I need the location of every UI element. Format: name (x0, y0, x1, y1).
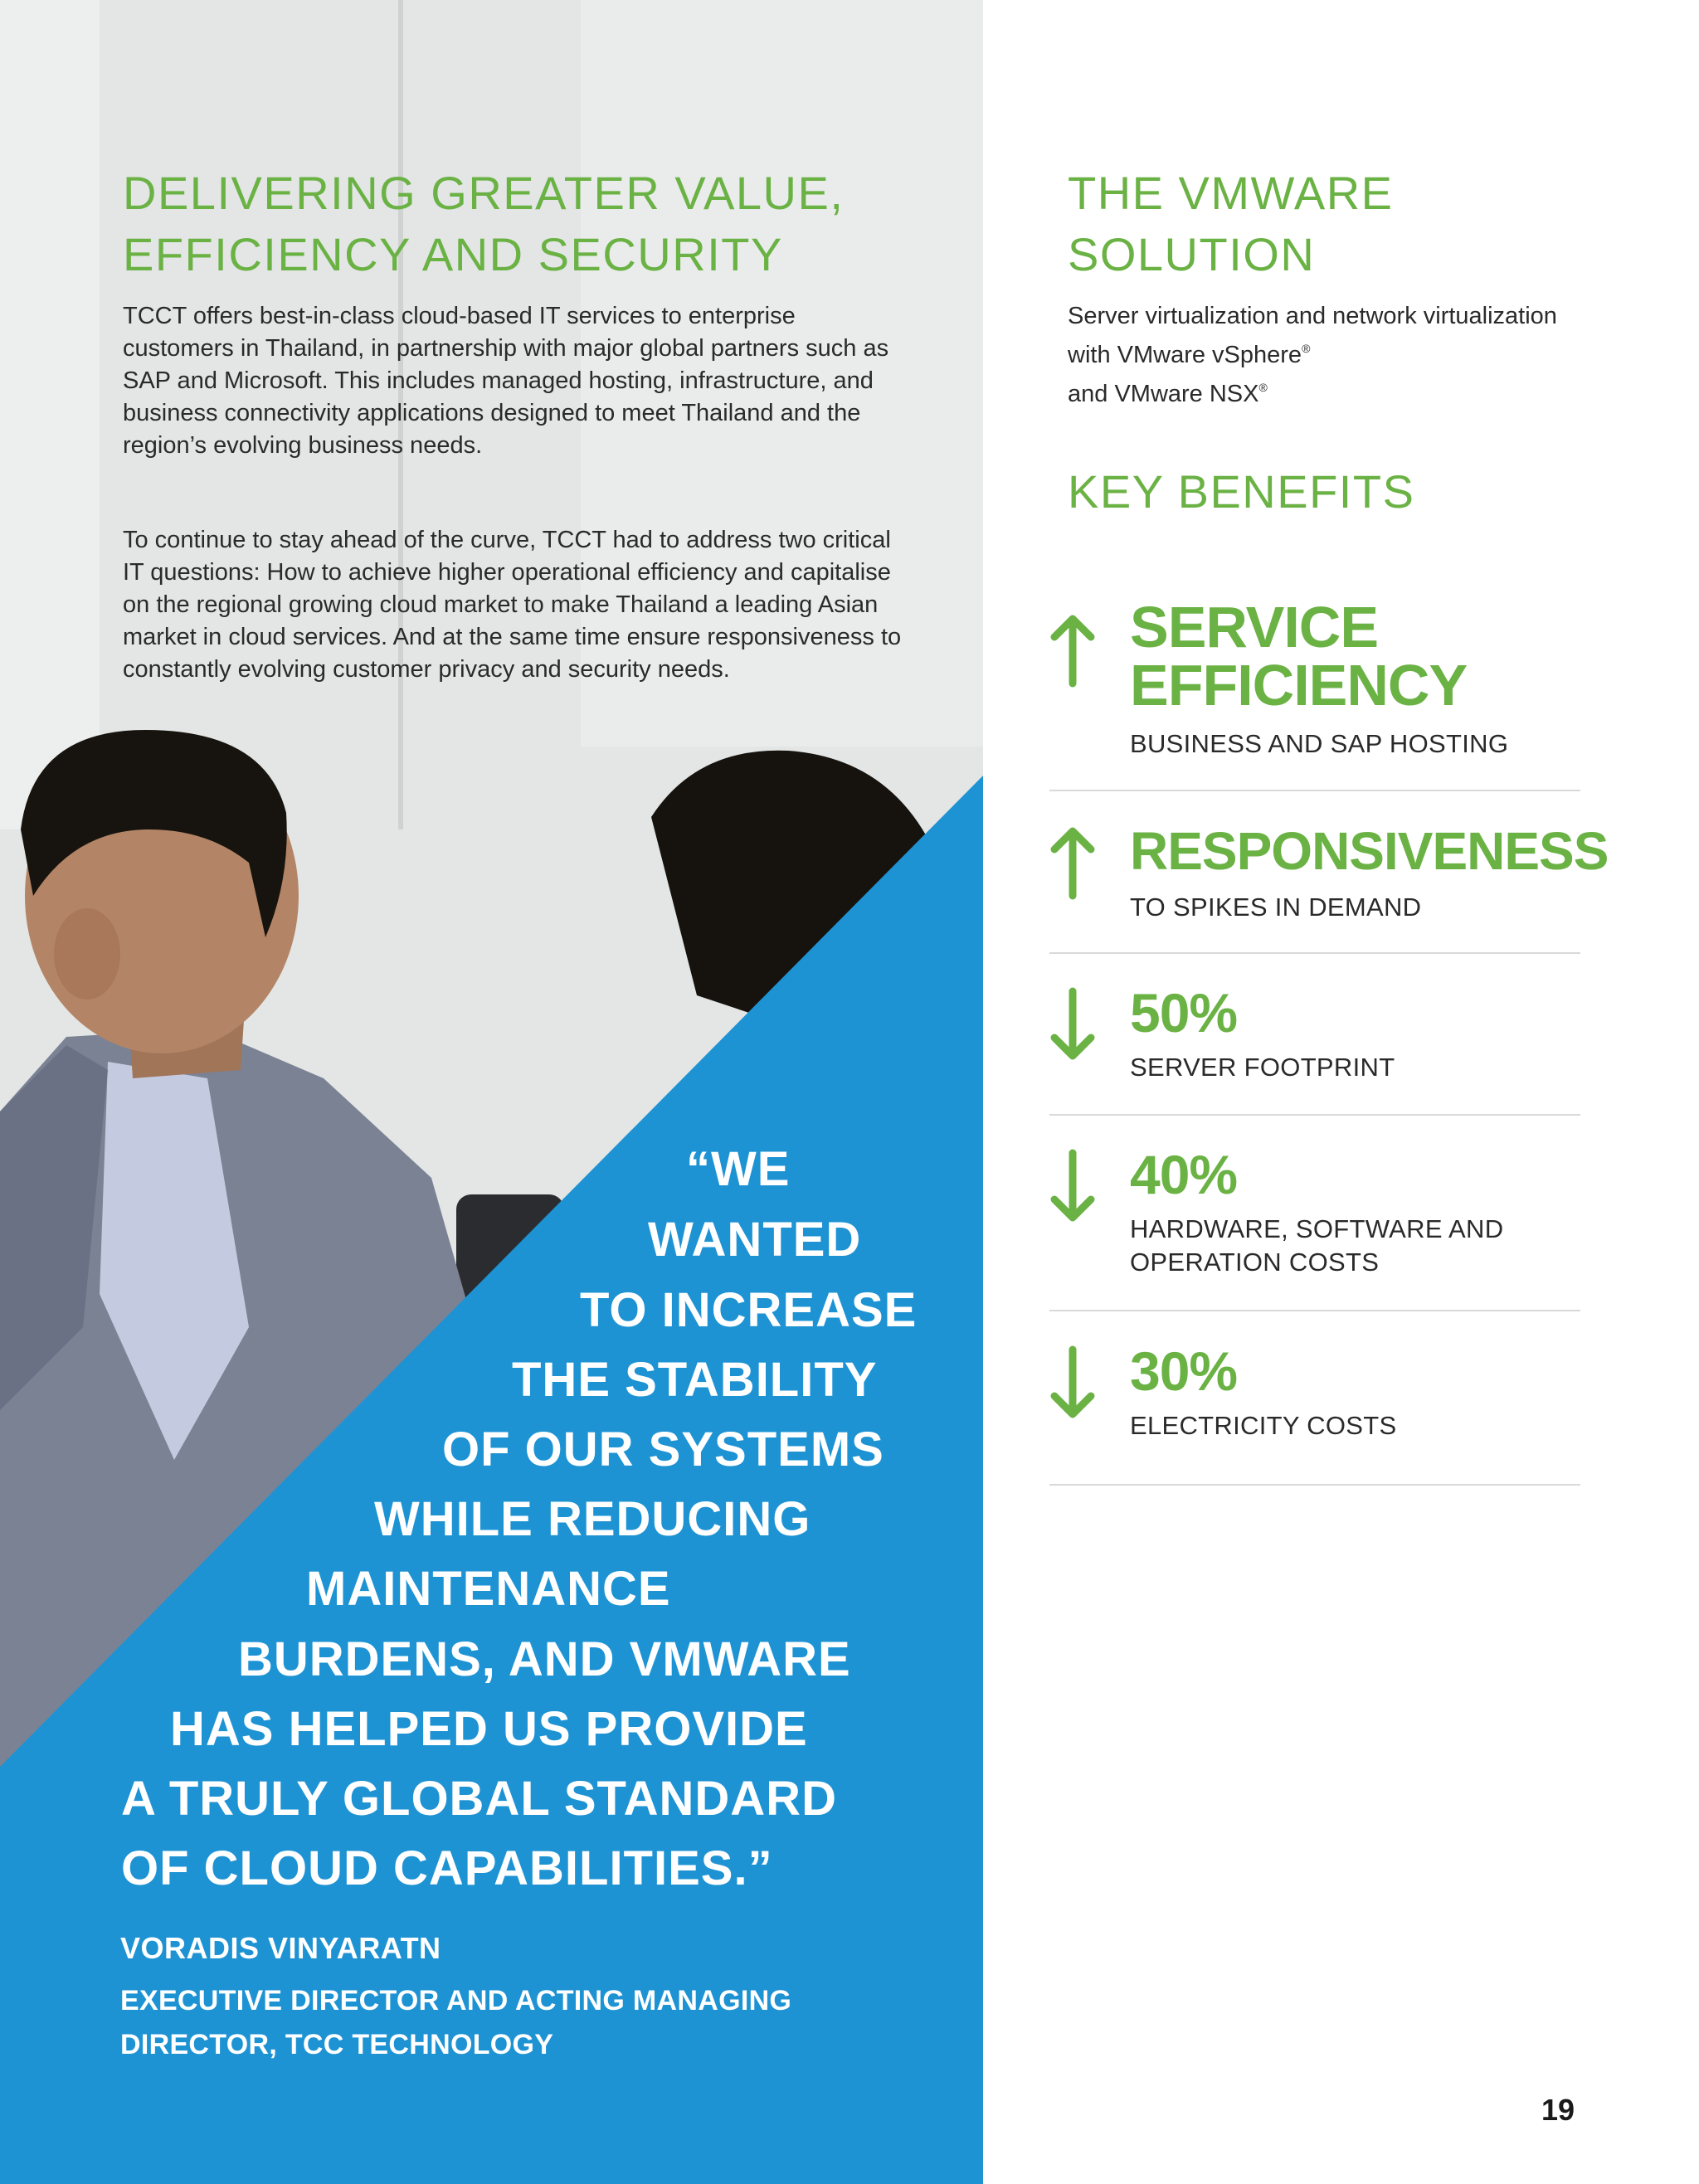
arrow-up-icon (1049, 826, 1096, 901)
page-number: 19 (1541, 2093, 1575, 2127)
benefit-subtitle: BUSINESS AND SAP HOSTING (1130, 729, 1509, 758)
heading-line: THE VMWARE (1068, 167, 1394, 219)
benefit-subtitle: ELECTRICITY COSTS (1130, 1411, 1397, 1440)
benefit-subtitle: TO SPIKES IN DEMAND (1130, 893, 1422, 922)
benefit-subtitle: HARDWARE, SOFTWARE AND (1130, 1214, 1504, 1243)
quote-line: A TRULY GLOBAL STANDARD (121, 1772, 837, 1826)
solution-text: and VMware NSX (1068, 381, 1259, 407)
intro-paragraph: TCCT offers best-in-class cloud-based IT services to enterprise customers in Thailand, in partnership with major global partners such as SAP and Microsoft. This includes managed hosting, infrastructure, and business connectivity applications designed to meet Thailand and the region’s evolving business needs. (123, 303, 889, 459)
benefit-item (1049, 1341, 1580, 1457)
divider (1049, 1310, 1580, 1311)
arrow-up-icon (1049, 614, 1096, 688)
quote-line: HAS HELPED US PROVIDE (170, 1702, 808, 1756)
quote-author-title: EXECUTIVE DIRECTOR AND ACTING MANAGING (120, 1985, 792, 2016)
arrow-down-icon (1049, 986, 1096, 1061)
section-heading-delivering-value (123, 163, 952, 285)
benefit-item (1049, 1145, 1580, 1294)
divider (1049, 790, 1580, 791)
benefit-subtitle: OPERATION COSTS (1130, 1248, 1380, 1277)
benefit-item (1049, 597, 1580, 780)
divider (1049, 1114, 1580, 1116)
divider (1049, 1484, 1580, 1486)
quote-line: TO INCREASE (580, 1283, 918, 1337)
arrow-down-icon (1049, 1148, 1096, 1223)
quote-line: WANTED (648, 1213, 862, 1267)
benefit-title: 40% (1130, 1144, 1238, 1205)
quote-author-name: VORADIS VINYARATN (120, 1931, 441, 1965)
quote-line: OF CLOUD CAPABILITIES.” (121, 1841, 773, 1895)
heading-line: EFFICIENCY AND SECURITY (123, 228, 783, 280)
divider (1049, 952, 1580, 954)
quote-line: BURDENS, AND VMWARE (238, 1632, 851, 1686)
section-heading-vmware-solution (1068, 163, 1565, 285)
challenge-paragraph: To continue to stay ahead of the curve, TCCT had to address two critical IT questions: How to achieve higher operational efficiency and capitalise on the regional growing cloud market to make Thailand a leading Asian market in cloud services. And at the same time ensure responsiveness to constantly evolving customer privacy and security needs. (123, 527, 902, 683)
quote-line: THE STABILITY (512, 1353, 878, 1407)
benefit-item (1049, 821, 1609, 937)
section-heading-key-benefits: KEY BENEFITS (1068, 465, 1415, 518)
benefit-subtitle: SERVER FOOTPRINT (1130, 1053, 1395, 1082)
benefit-title: EFFICIENCY (1130, 653, 1468, 717)
benefit-title: RESPONSIVENESS (1130, 821, 1609, 881)
benefit-title: SERVICE (1130, 595, 1379, 659)
arrow-down-icon (1049, 1345, 1096, 1419)
heading-line: DELIVERING GREATER VALUE, (123, 167, 845, 219)
quote-author-title: DIRECTOR, TCC TECHNOLOGY (120, 2029, 554, 2060)
heading-line: SOLUTION (1068, 228, 1316, 280)
solution-text: Server virtualization and network virtualization with VMware vSphere (1068, 303, 1557, 368)
solution-description (1068, 300, 1599, 411)
registered-mark: ® (1302, 342, 1311, 355)
quote-line: MAINTENANCE (306, 1562, 671, 1616)
quote-line: OF OUR SYSTEMS (442, 1423, 884, 1476)
benefit-title: 30% (1130, 1340, 1238, 1402)
quote-line: “WE (686, 1142, 791, 1196)
benefit-item (1049, 983, 1580, 1099)
registered-mark: ® (1258, 381, 1268, 394)
quote-line: WHILE REDUCING (374, 1492, 811, 1546)
benefit-title: 50% (1130, 982, 1238, 1043)
